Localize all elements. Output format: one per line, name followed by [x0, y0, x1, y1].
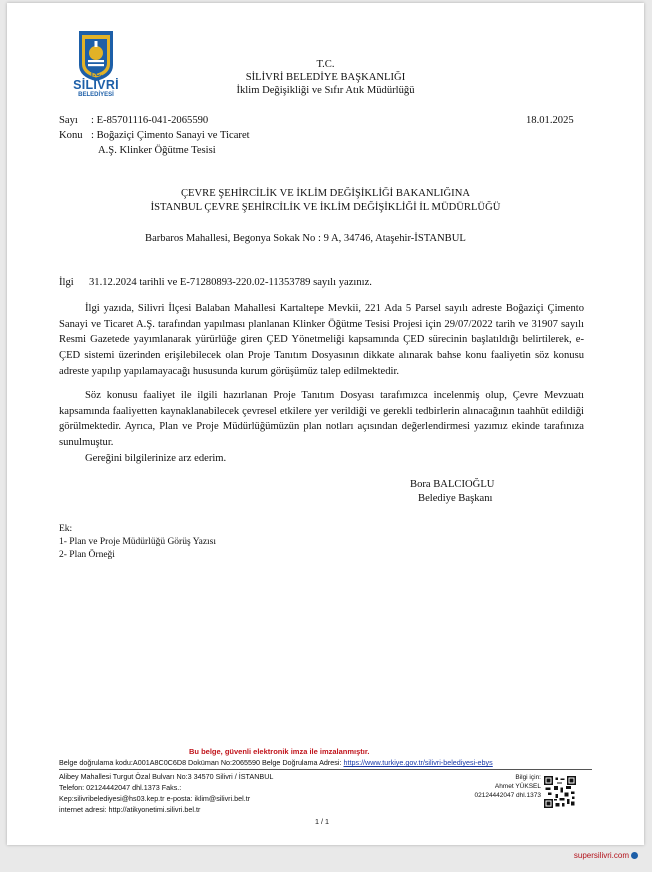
konu-label: Konu [59, 130, 83, 141]
body-paragraph-2-text: Söz konusu faaliyet ile ilgili hazırlanan Proje Tanıtım Dosyası tarafımızca incelenmiş olup, Çevre Mevzuatı kapsamında faaliyetten kaynaklanabilecek çevresel etkilere yer verildiği ve gerekli tedbirlerin alınacağının taahhüt edildiği görülmektedir. Ayrıca, Plan ve Proje Müdürlüğümüzün plan notları açısından değerlendirmesi yazımız ekinde tarafınıza sunulmuştur. [59, 390, 584, 449]
footer-kep: Kep:silivribelediyesi@hs03.kep.tr e-posta: iklim@silivri.bel.tr [59, 794, 251, 803]
header-institution: SİLİVRİ BELEDİYE BAŞKANLIĞI [245, 72, 406, 83]
ilgi-text: 31.12.2024 tarihli ve E-71280893-220.02-11353789 sayılı yazınız. [89, 277, 372, 288]
logo-sub: BELEDİYESİ [78, 92, 114, 98]
body-paragraph-2 [59, 388, 584, 451]
sayi-value: : E-85701116-041-2065590 [91, 115, 209, 126]
esign-notice: Bu belge, güvenli elektronik imza ile imzalanmıştır. [189, 747, 370, 756]
ilgi-label: İlgi [59, 277, 74, 288]
header-tc: T.C. [316, 59, 335, 70]
info-phone: 02124442047 dhl.1373 [474, 792, 541, 799]
logo-top-text: T.C. [89, 71, 103, 78]
body-paragraph-1-text: İlgi yazıda, Silivri İlçesi Balaban Mahallesi Kartaltepe Mevkii, 221 Ada 5 Parsel sayılı adreste Boğaziçi Çimento Sanayi ve Ticaret A.Ş. tarafından yapılması planlanan Klinker Öğütme Tesisi Projesi için 29/07/2022 tarih ve 31907 sayılı Resmi Gazetede yayımlanarak yürürlüğe giren ÇED Yönetmeliği kapsamında ÇED sürecinin başlatıldığı belirtilerek, e-ÇED sistemi üzerinden erişilebilecek olan Proje Tanıtım Dosyasının dikkate alınarak bahse konu faaliyetin söz konusu adreste yapılıp yapılamayacağı hususunda kurum görüşümüz talep edilmektedir. [59, 303, 584, 377]
konu-value-line2: A.Ş. Klinker Öğütme Tesisi [98, 145, 216, 156]
info-label: Bilgi için: [515, 774, 541, 781]
attachments-label: Ek: [59, 524, 73, 534]
body-paragraph-3 [59, 451, 584, 467]
verification-text [59, 758, 493, 767]
footer-address: Alibey Mahallesi Turgut Özal Bulvarı No:3 34570 Silivri / İSTANBUL [59, 772, 274, 781]
footer-web: internet adresi: http://atikyonetimi.silivri.bel.tr [59, 805, 201, 814]
globe-icon [631, 852, 638, 859]
body-paragraph-1 [59, 301, 584, 380]
attachment-item-2: 2- Plan Örneği [59, 550, 115, 560]
signatory-title: Belediye Başkanı [418, 493, 493, 504]
document-date: 18.01.2025 [526, 115, 574, 126]
recipient-address: Barbaros Mahallesi, Begonya Sokak No : 9 A, 34746, Ataşehir-İSTANBUL [145, 233, 466, 244]
footer-phone: Telefon: 02124442047 dhl.1373 Faks.: [59, 783, 182, 792]
recipient-directorate: İSTANBUL ÇEVRE ŞEHİRCİLİK VE İKLİM DEĞİŞİKLİĞİ İL MÜDÜRLÜĞÜ [150, 202, 501, 213]
recipient-ministry: ÇEVRE ŞEHİRCİLİK VE İKLİM DEĞİŞİKLİĞİ BAKANLIĞINA [180, 188, 471, 199]
document-page [7, 3, 644, 845]
konu-value-line1: : Boğaziçi Çimento Sanayi ve Ticaret [91, 130, 250, 141]
header-department: İklim Değişikliği ve Sıfır Atık Müdürlüğü [236, 85, 415, 96]
watermark-text: supersilivri.com [573, 851, 629, 860]
body-paragraph-3-text: Gereğini bilgilerinize arz ederim. [85, 453, 227, 464]
footer-divider [59, 769, 592, 770]
verification-link[interactable]: https://www.turkiye.gov.tr/silivri-belediyesi-ebys [343, 758, 493, 767]
verification-code: Belge doğrulama kodu:A001A8C0C6D8 Doküman No:2065590 Belge Doğrulama Adresi: [59, 758, 342, 767]
attachment-item-1: 1- Plan ve Proje Müdürlüğü Görüş Yazısı [59, 537, 217, 547]
page-number: 1 / 1 [315, 817, 329, 826]
logo-name: SİLİVRİ [73, 78, 119, 92]
qr-code-icon [544, 776, 576, 808]
signatory-name: Bora BALCIOĞLU [410, 479, 495, 490]
watermark [574, 851, 638, 860]
info-name: Ahmet YÜKSEL [494, 783, 541, 790]
sayi-label: Sayı [59, 115, 78, 126]
